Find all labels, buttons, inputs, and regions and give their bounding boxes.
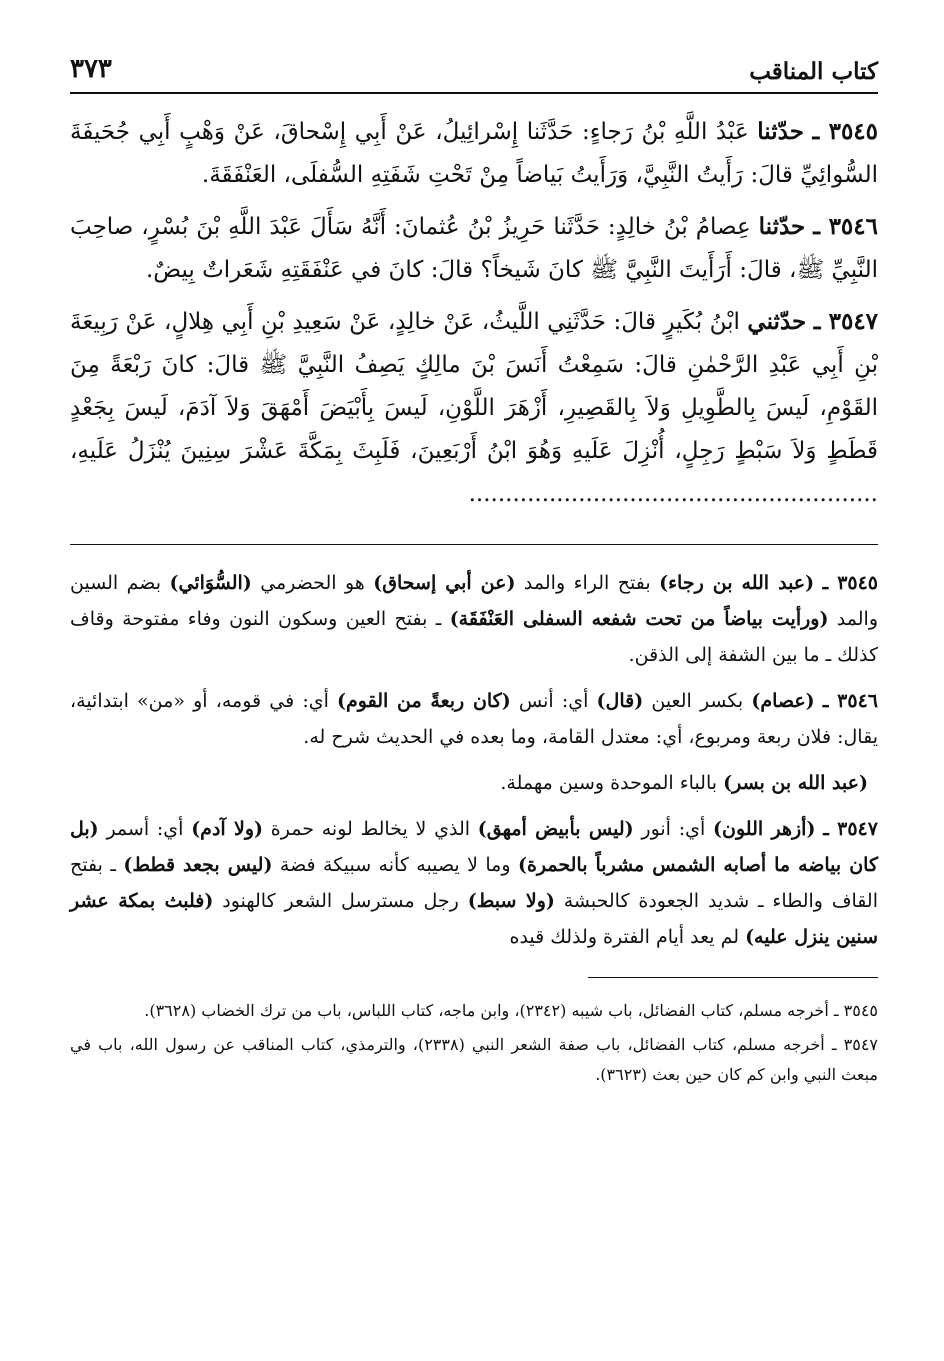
gloss: الذي لا يخالط لونه حمرة xyxy=(270,818,471,840)
quoted-phrase: (كان ربعةً من القوم) xyxy=(337,690,511,712)
page-number: ٣٧٣ xyxy=(70,54,112,84)
commentary-3546-note xyxy=(70,765,878,801)
hadith-text: عَبْدُ اللَّهِ بْنُ رَجاءٍ: حَدَّثَنا إِسْرائِيلُ، عَنْ أَبِي إِسْحاقَ، عَنْ وَهْبٍ أَبِي جُحَيفَةَ السُّوائِيِّ قالَ: رَأَيتُ النَّبِيَّ، وَرَأَيتُ بَياضاً مِنْ تَحْتِ شَفَتِهِ السُّفلَى، العَنْفَقَةَ. xyxy=(70,119,878,188)
book-page xyxy=(70,40,878,1094)
commentary-number: ٣٥٤٦ ـ xyxy=(822,690,878,712)
hadith-3546 xyxy=(70,205,878,292)
hadith-number: ٣٥٤٦ ـ xyxy=(813,213,878,240)
narration-verb: حدّثنا xyxy=(758,213,806,240)
gloss: ـ بفتح العين وسكون النون وفاء مفتوحة وقاف كذلك ـ ما بين الشفة إلى الذقن. xyxy=(70,608,878,666)
gloss: أي: أنس xyxy=(518,690,589,712)
commentary-number: ٣٥٤٥ ـ xyxy=(822,572,879,594)
footnote-3547: ٣٥٤٧ ـ أخرجه مسلم، كتاب الفضائل، باب صفة الشعر النبي (٢٣٣٨)، والترمذي، كتاب المناقب عن رسول الله، باب في مبعث النبي وابن كم كان حين بعث (٣٦٢٣). xyxy=(70,1035,879,1084)
gloss: أي: أنور xyxy=(641,818,706,840)
footnotes xyxy=(70,996,878,1090)
footnote-rule xyxy=(588,977,878,978)
quoted-phrase: (السُّوَائي) xyxy=(169,572,252,594)
commentary-section xyxy=(70,565,878,955)
gloss: أي: في قومه، أو «من» ابتدائية، يقال: فلان ربعة ومربوع، أي: معتدل القامة، وما بعده في الحديث شرح له. xyxy=(70,690,878,748)
quoted-phrase: (ورأيت بياضاً من تحت شفعه السفلى العَنْفَقَة) xyxy=(449,608,829,630)
commentary-3547 xyxy=(70,811,878,955)
narration-verb: حدّثنا xyxy=(757,118,804,145)
hadith-list xyxy=(70,110,878,516)
hadith-number: ٣٥٤٥ ـ xyxy=(812,118,879,145)
gloss: رجل مسترسل الشعر كالهنود xyxy=(222,890,459,912)
quoted-phrase: (فلبث بمكة عشر سنين ينزل عليه) xyxy=(70,890,878,948)
gloss: هو الحضرمي xyxy=(260,572,365,594)
gloss: بضم السين والمد xyxy=(70,572,878,630)
quoted-phrase: (ولا آدم) xyxy=(191,818,264,840)
hadith-text: ابْنُ بُكَيرٍ قالَ: حَدَّثَنِي اللَّيثُ، عَنْ خالِدٍ، عَنْ سَعِيدِ بْنِ أَبِي هِلالٍ، عَنْ رَبِيعَةَ بْنِ أَبِي عَبْدِ الرَّحْمٰنِ قالَ: سَمِعْتُ أَنَسَ بْنَ مالِكٍ يَصِفُ النَّبِيَّ ﷺ قالَ: كانَ رَبْعَةً مِنَ القَوْمِ، لَيسَ بِالطَّوِيلِ وَلاَ بِالقَصِيرِ، أَزْهَرَ اللَّوْنِ، لَيسَ بِأَبْيَضَ أَمْهَقَ وَلاَ آدَمَ، لَيسَ بِجَعْدٍ قَطَطٍ وَلاَ سَبْطٍ رَجِلٍ، أُنْزِلَ عَلَيهِ وَهُوَ ابْنُ أَرْبَعِينَ، فَلَبِثَ بِمَكَّةَ عَشْرَ سِنِينَ يُنْزَلُ عَلَيهِ، xyxy=(70,309,879,464)
quoted-phrase: (قال) xyxy=(596,690,644,712)
gloss: بكسر العين xyxy=(651,690,744,712)
quoted-phrase: (عن أبي إسحاق) xyxy=(373,572,516,594)
gloss: أي: أسمر xyxy=(106,818,184,840)
hadith-text: عِصامُ بْنُ خالِدٍ: حَدَّثَنا حَرِيزُ بْنُ عُثمانَ: أَنَّهُ سَأَلَ عَبْدَ اللَّهِ بْنَ بُسْرٍ، صاحِبَ النَّبِيِّ ﷺ، قالَ: أَرَأَيتَ النَّبِيَّ ﷺ كانَ شَيخاً؟ قالَ: كانَ في عَنْفَقَتِهِ شَعَراتٌ بِيضٌ. xyxy=(70,214,878,283)
hadith-number: ٣٥٤٧ ـ xyxy=(813,308,879,335)
narration-verb: حدّثني xyxy=(747,308,807,335)
quoted-phrase: (ولا سبط) xyxy=(467,890,555,912)
commentary-3546 xyxy=(70,683,878,755)
quoted-phrase: (ليس بأبيض أمهق) xyxy=(477,818,634,840)
quoted-phrase: (عبد الله بن رجاء) xyxy=(659,572,815,594)
book-title: كتاب المناقب xyxy=(749,58,878,85)
hadith-3547 xyxy=(70,300,878,516)
quoted-phrase: (أزهر اللون) xyxy=(713,818,816,840)
footnote-3545: ٣٥٤٥ ـ أخرجه مسلم، كتاب الفضائل، باب شيبه (٢٣٤٢)، وابن ماجه، كتاب اللباس، باب من ترك الخضاب (٣٦٢٨). xyxy=(144,1001,878,1020)
gloss: بالباء الموحدة وسين مهملة. xyxy=(500,772,718,794)
continuation-dots: ........................................................ xyxy=(468,481,878,507)
gloss: لم يعد أيام الفترة ولذلك قيده xyxy=(509,926,740,948)
commentary-separator xyxy=(70,544,878,545)
gloss: وما لا يصيبه كأنه سبيكة فضة xyxy=(279,854,511,876)
quoted-phrase: (بل كان بياضه ما أصابه الشمس مشرباً بالحمرة) xyxy=(70,818,878,876)
header-rule xyxy=(70,92,878,94)
commentary-number: ٣٥٤٧ ـ xyxy=(823,818,878,840)
quoted-phrase: (ليس بجعد قطط) xyxy=(123,854,273,876)
gloss: بفتح الراء والمد xyxy=(523,572,651,594)
commentary-3545 xyxy=(70,565,878,673)
quoted-phrase: (عبد الله بن بسر) xyxy=(723,772,868,794)
quoted-phrase: (عصام) xyxy=(751,690,815,712)
running-head xyxy=(70,40,878,92)
hadith-3545 xyxy=(70,110,878,197)
gloss: ـ بفتح القاف والطاء ـ شديد الجعودة كالحبشة xyxy=(70,854,878,912)
